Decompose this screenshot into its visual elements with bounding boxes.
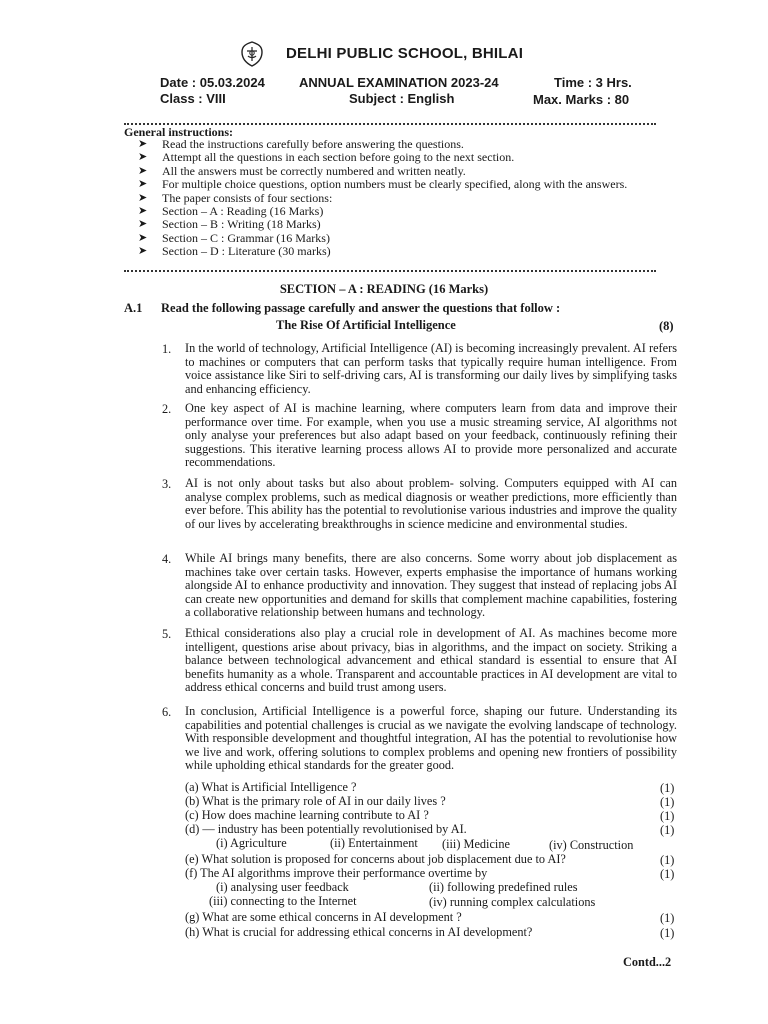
option: (ii) following predefined rules (429, 880, 578, 894)
question-marks: (1) (660, 867, 675, 881)
school-name: DELHI PUBLIC SCHOOL, BHILAI (286, 45, 524, 62)
passage-marks: (8) (659, 319, 674, 333)
option: (iii) Medicine (442, 837, 510, 851)
exam-time: Time : 3 Hrs. (554, 75, 632, 90)
list-item: ➤ The paper consists of four sections: (138, 190, 333, 205)
instructions-list (138, 138, 627, 259)
option: (iii) connecting to the Internet (209, 894, 357, 908)
list-item: ➤ Section – A : Reading (16 Marks) (138, 204, 324, 219)
option: (i) Agriculture (216, 836, 287, 850)
question-marks: (1) (660, 809, 675, 823)
question-instruction: Read the following passage carefully and answer the questions that follow : (161, 301, 561, 315)
arrow-bullet-icon: ➤ (138, 191, 148, 204)
question-marks: (1) (660, 926, 675, 940)
paragraph: In conclusion, Artificial Intelligence is a powerful force, shaping our future. Understanding its capabilities and potential challenges is crucial as we navigate the evolving landscape of technology. With responsible development and thoughtful integration, AI has the potential to revolutionise how we live and work, offering solutions to complex problems and opening new frontiers of possibility while upholding ethical standards for the greater good. (185, 704, 677, 773)
list-item: ➤ Attempt all the questions in each section before going to the next section. (138, 150, 515, 165)
list-item: ➤ Section – D : Literature (30 marks) (138, 244, 331, 259)
list-item: ➤ All the answers must be correctly numbered and written neatly. (138, 163, 466, 178)
arrow-bullet-icon: ➤ (138, 151, 148, 164)
paragraph: Ethical considerations also play a crucial role in development of AI. As machines become more intelligent, questions arise about privacy, bias in algorithms, and the impact on society. Striking a balance between technological advancement and ethical standard is essential to ensure that AI benefits humanity as a whole. Transparent and accountable practices in AI development are vital to address ethical concerns and build trust among users. (185, 626, 677, 695)
question-e: (e) What solution is proposed for concerns about job displacement due to AI? (185, 852, 566, 866)
question-a: (a) What is Artificial Intelligence ? (185, 780, 357, 794)
question-c: (c) How does machine learning contribute to AI ? (185, 808, 429, 822)
arrow-bullet-icon: ➤ (138, 205, 148, 218)
divider (124, 270, 656, 272)
exam-name: ANNUAL EXAMINATION 2023-24 (299, 75, 499, 90)
arrow-bullet-icon: ➤ (138, 178, 148, 191)
question-b: (b) What is the primary role of AI in our daily lives ? (185, 794, 446, 808)
section-title: SECTION – A : READING (16 Marks) (279, 282, 489, 296)
exam-subject: Subject : English (349, 91, 455, 106)
paragraph: While AI brings many benefits, there are also concerns. Some worry about job displacement as machines take over certain tasks. However, experts emphasise the importance of humans working alongside AI to enhance productivity and innovation. They suggest that instead of replacing jobs AI can create new opportunities and demand for skills that complement machine capabilities, fostering a collaborative relationship between humans and technology. (185, 551, 677, 620)
option: (i) analysing user feedback (216, 880, 349, 894)
option: (iv) running complex calculations (429, 895, 596, 909)
question-marks: (1) (660, 853, 675, 867)
paragraph-number: 3. (162, 477, 172, 491)
exam-class: Class : VIII (160, 91, 226, 106)
question-marks: (1) (660, 911, 675, 925)
paragraph-number: 6. (162, 705, 172, 719)
arrow-bullet-icon: ➤ (138, 218, 148, 231)
option: (iv) Construction (549, 838, 634, 852)
question-number: A.1 (124, 301, 143, 315)
school-crest-icon (238, 40, 266, 68)
question-marks: (1) (660, 795, 675, 809)
list-item: ➤ For multiple choice questions, option numbers must be clearly specified, along with the answers. (138, 177, 628, 192)
paragraph: AI is not only about tasks but also about problem- solving. Computers equipped with AI can analyse complex problems, such as medical diagnosis or weather predictions, more efficiently than ever before. This ability has the potential to revolutionise various industries and improve the quality of our lives by accelerating breakthroughs in science medicine and environmental studies. (185, 476, 677, 531)
question-marks: (1) (660, 781, 675, 795)
exam-date: Date : 05.03.2024 (160, 75, 265, 90)
exam-max-marks: Max. Marks : 80 (533, 92, 630, 107)
arrow-bullet-icon: ➤ (138, 164, 148, 177)
instructions-title: General instructions: (124, 125, 233, 139)
arrow-bullet-icon: ➤ (138, 138, 148, 150)
question-h: (h) What is crucial for addressing ethical concerns in AI development? (185, 925, 533, 939)
question-f: (f) The AI algorithms improve their performance overtime by (185, 866, 488, 880)
paragraph-number: 5. (162, 627, 172, 641)
list-item: ➤ Read the instructions carefully before answering the questions. (138, 137, 464, 151)
paragraph-number: 4. (162, 552, 172, 566)
arrow-bullet-icon: ➤ (138, 245, 148, 258)
paragraph: One key aspect of AI is machine learning, where computers learn from data and improve their performance over time. For example, when you use a music streaming service, AI algorithms not only analyse your preferences but also adapt based on your feedback, continuously refining their suggestions. This iterative learning process allows AI to provide more personalized and accurate recommendations. (185, 401, 677, 470)
question-g: (g) What are some ethical concerns in AI development ? (185, 910, 462, 924)
paragraph-number: 1. (162, 342, 172, 356)
paragraph-number: 2. (162, 402, 172, 416)
list-item: ➤ Section – B : Writing (18 Marks) (138, 217, 321, 232)
question-marks: (1) (660, 823, 675, 837)
option: (ii) Entertainment (330, 836, 418, 850)
arrow-bullet-icon: ➤ (138, 231, 148, 244)
question-d: (d) — industry has been potentially revolutionised by AI. (185, 822, 467, 836)
list-item: ➤ Section – C : Grammar (16 Marks) (138, 230, 330, 245)
paragraph: In the world of technology, Artificial Intelligence (AI) is becoming increasingly prevalent. AI refers to machines or computers that can perform tasks that typically require human intelligence. From voice assistance like Siri to self-driving cars, AI is transforming our daily lives by simplifying tasks and enhancing efficiency. (185, 341, 677, 396)
continued-label: Contd...2 (623, 955, 672, 969)
passage-title: The Rise Of Artificial Intelligence (276, 318, 456, 332)
